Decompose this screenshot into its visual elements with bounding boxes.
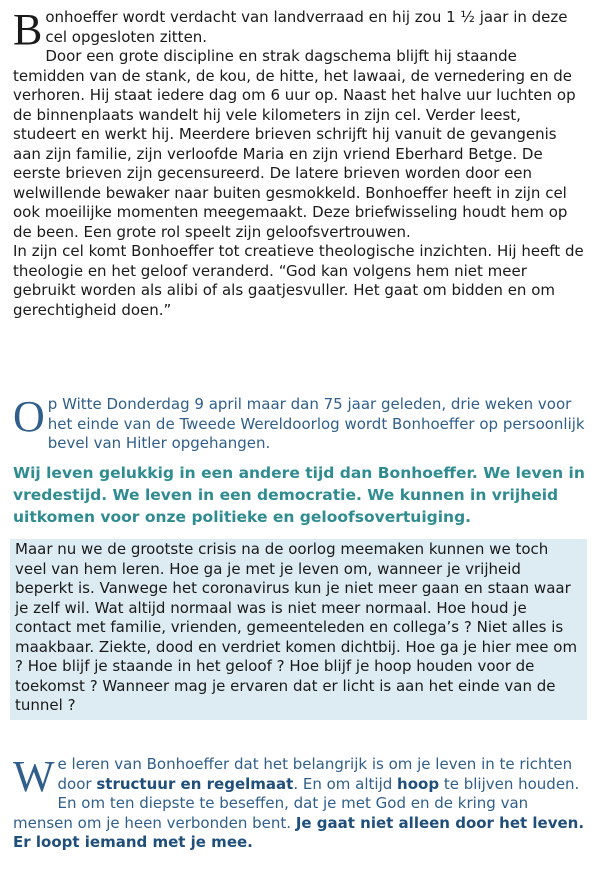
paragraph-conclusion [13,752,587,853]
bold-structuur: structuur en regelmaat [96,774,294,793]
paragraph-text: onhoeffer wordt verdacht van landverraad en hij zou 1 ½ jaar in deze cel opgesloten zitten. [45,8,568,46]
paragraph-text: . En om altijd [293,774,398,793]
paragraph-text: p Witte Donderdag 9 april maar dan 75 jaar geleden, drie weken voor het einde van de Tweede Wereldoorlog wordt Bonhoeffer op persoonlijk bevel van Hitler opgehangen. [47,395,585,452]
paragraph-highlight: Wij leven gelukkig in een andere tijd dan Bonhoeffer. We leven in vredestijd. We leven in een democratie. We kunnen in vrijheid uitkomen voor onze politieke en geloofsovertuiging. [13,464,585,526]
dropcap-w: W [13,752,55,801]
paragraph-execution [13,392,587,454]
dropcap-b: B [13,5,43,54]
paragraph-text: In zijn cel komt Bonhoeffer tot creatieve theologische inzichten. Hij heeft de theologie en het geloof veranderd. “God kan volgens hem niet meer gebruikt worden als alibi of als gaatjesvuller. Het gaat om bidden en om gerechtigheid doen.” [13,242,584,319]
paragraph-text: Door een grote discipline en strak dagschema blijft hij staande temidden van de stank, de kou, de hitte, het lawaai, de vernedering en de verhoren. Hij staat iedere dag om 6 uur op. Naast het halve uur luchten op de binnenplaats wandelt hij vele kilometers in zijn cel. Verder leest, studeert en werkt hij. Meerdere brieven schrijft hij vanuit de gevangenis aan zijn familie, zijn verloofde Maria en zijn vriend Eberhard Betge. De eerste brieven zijn gecensureerd. De latere brieven worden door een welwillende bewaker naar buiten gesmokkeld. Bonhoeffer heeft in zijn cel ook moeilijke momenten meegemaakt. Deze briefwisseling houdt hem op de been. Een grote rol speelt zijn geloofsvertrouwen. [13,47,576,241]
paragraph-text: te blijven houden. En om ten diepste te beseffen, dat je met God en de kring van mensen om je heen verbonden bent. [13,774,580,832]
bold-hoop: hoop [397,774,440,793]
dropcap-o: O [13,392,45,441]
paragraph-text: e leren van Bonhoeffer dat het belangrijk is om je leven in te richten door [57,755,573,793]
bold-closing: Je gaat niet alleen door het leven. Er loopt iemand met je mee. [13,813,585,851]
paragraph-imprisonment [13,5,587,320]
paragraph-boxed-crisis: Maar nu we de grootste crisis na de oorlog meemaken kunnen we toch veel van hem leren. Hoe ga je met je leven om, wanneer je vrijheid beperkt is. Vanwege het coronavirus kun je niet meer gaan en staan waar je zelf wil. Wat altijd normaal was is niet meer normaal. Hoe houd je contact met familie, vrienden, gemeenteleden en collega’s ? Niet alles is maakbaar. Ziekte, dood en verdriet komen dichtbij. Hoe ga je hier mee om ? Hoe blijf je staande in het geloof ? Hoe blijf je hoop houden voor de toekomst ? Wanneer mag je ervaren dat er licht is aan het einde van de tunnel ? [10,539,587,720]
